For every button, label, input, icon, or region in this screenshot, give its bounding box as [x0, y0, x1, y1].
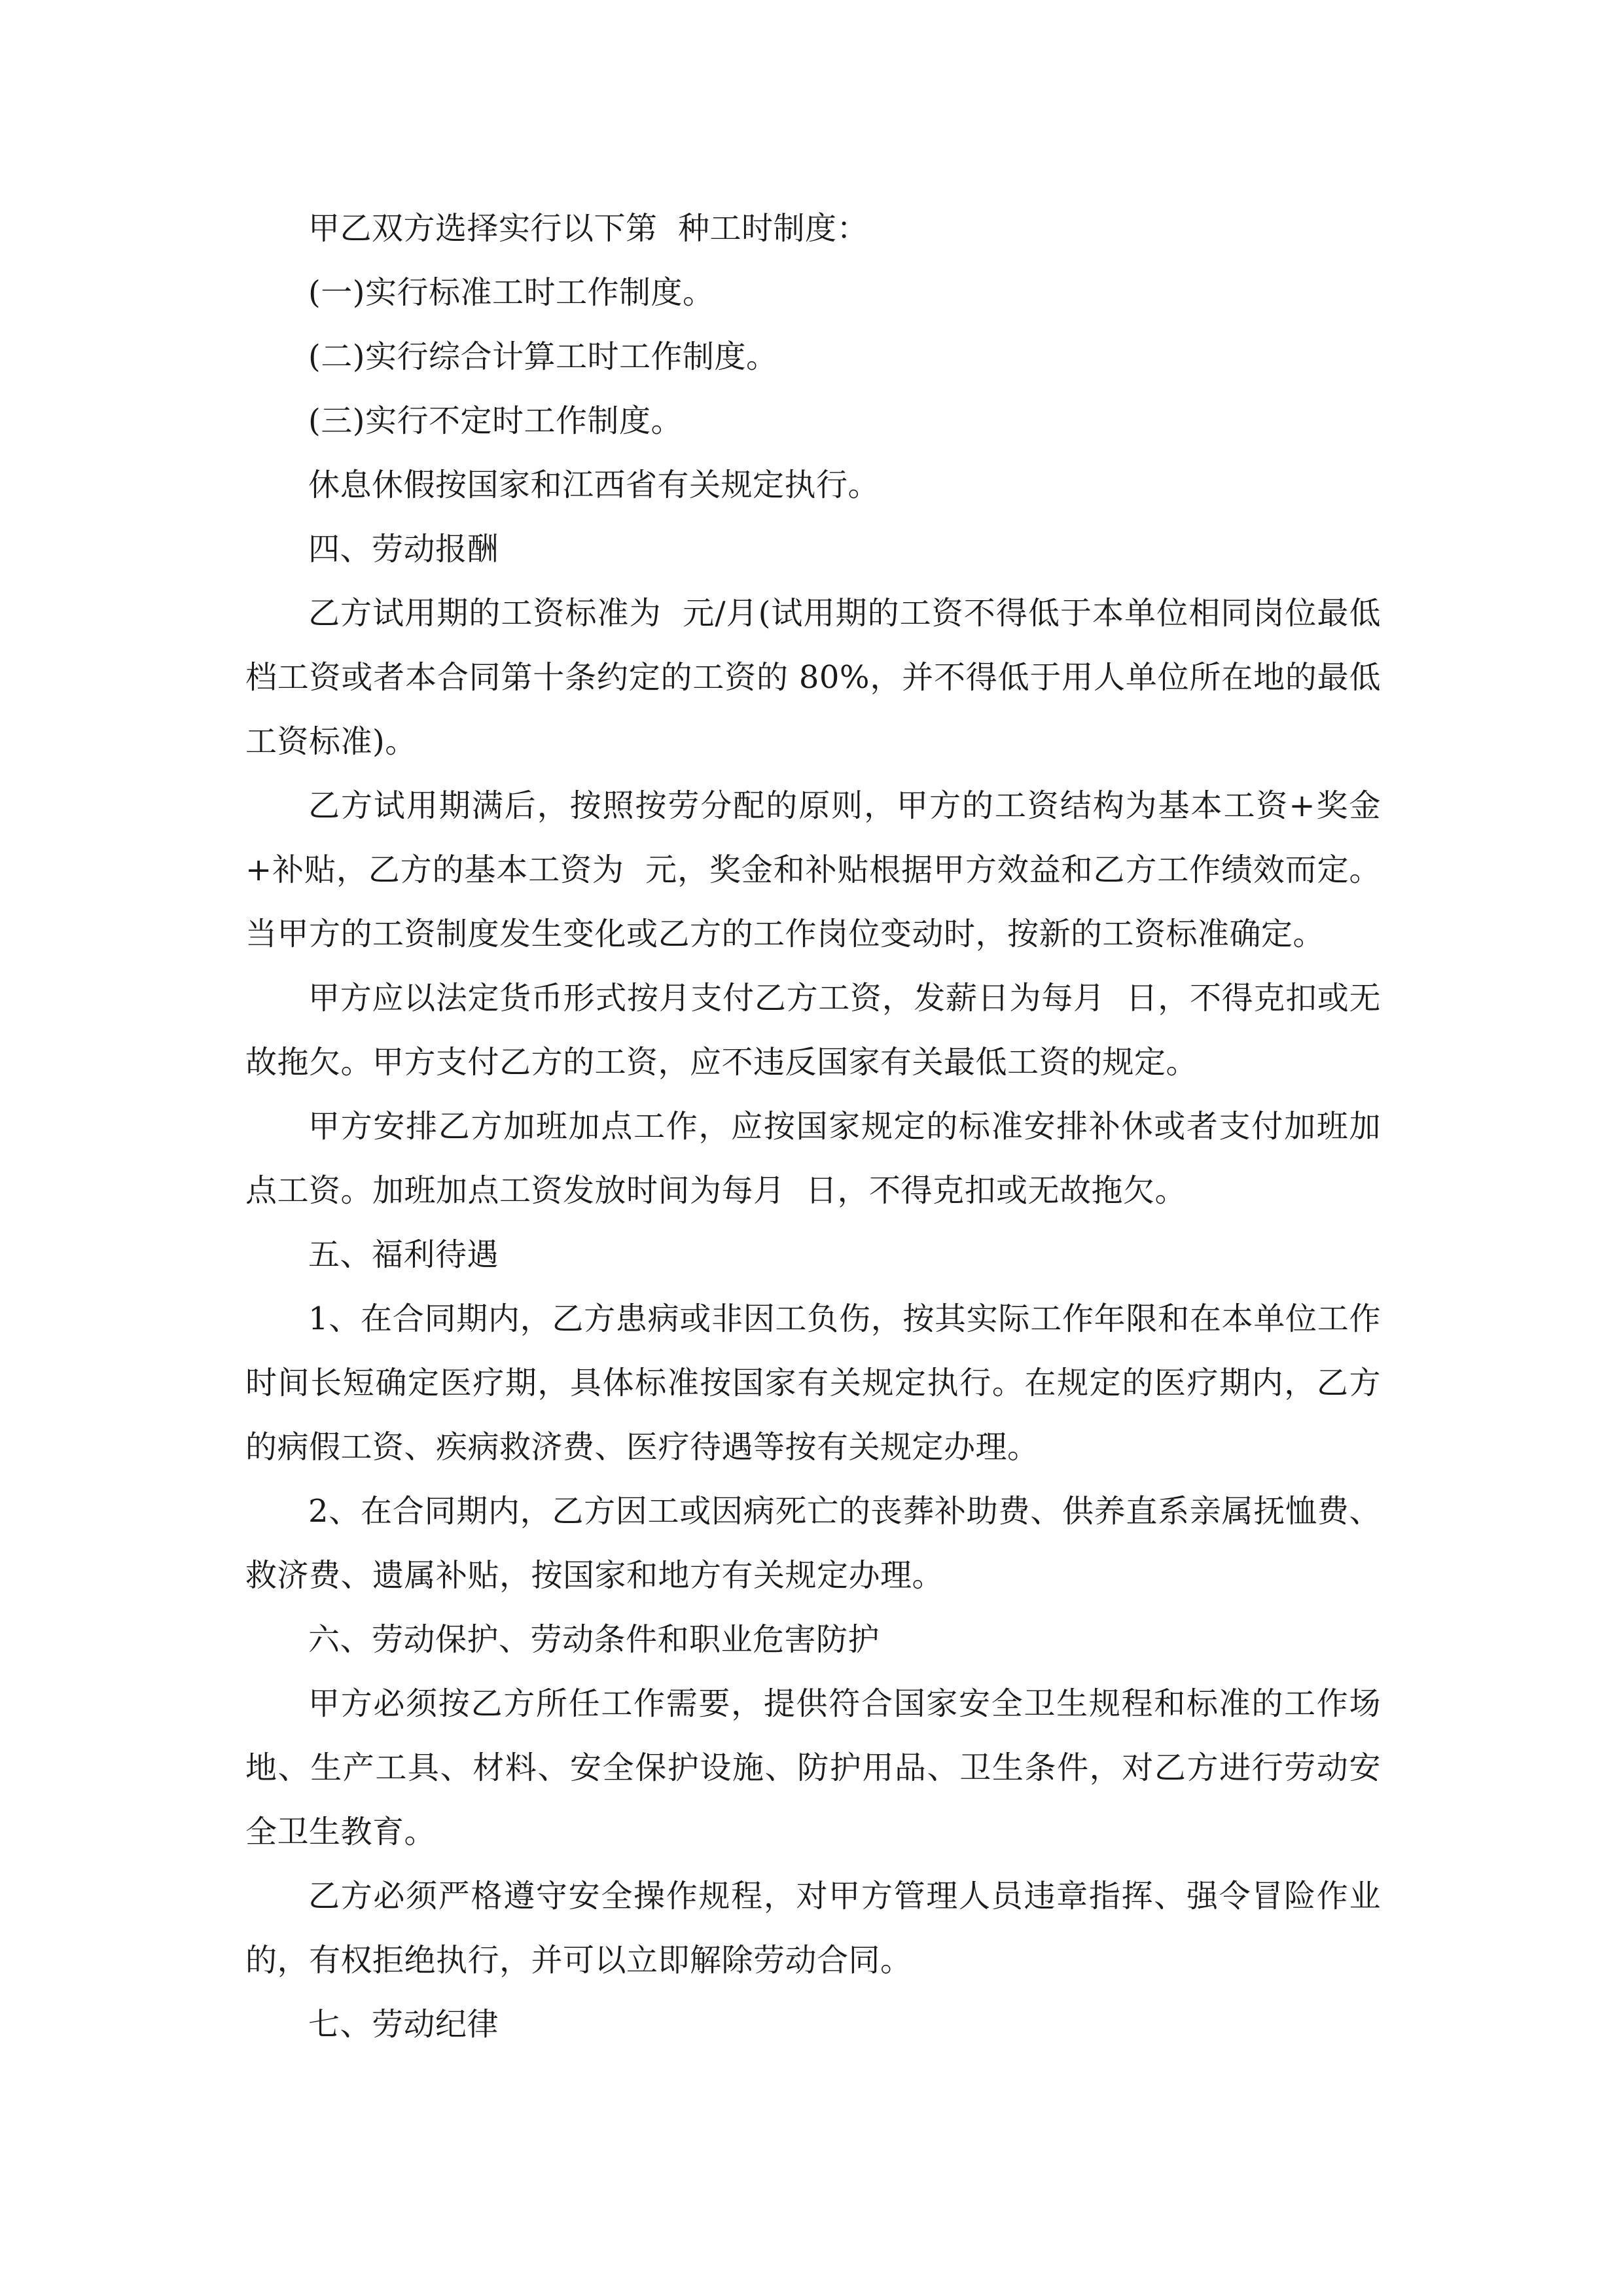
paragraph-rest-leave: 休息休假按国家和江西省有关规定执行。: [308, 467, 880, 503]
document-body: [245, 196, 1381, 2056]
paragraph-option-comprehensive-hours: (二)实行综合计算工时工作制度。: [308, 338, 778, 375]
section-heading-labor-protection: 六、劳动保护、劳动条件和职业危害防护: [308, 1621, 880, 1658]
paragraph-employee-safety-duty: 乙方必须严格遵守安全操作规程，对甲方管理人员违章指挥、强令冒险作业的，有权拒绝执行，并可以立即解除劳动合同。: [245, 1878, 1381, 1979]
paragraph-payday: 甲方应以法定货币形式按月支付乙方工资，发薪日为每月 日，不得克扣或无故拖欠。甲方支付乙方的工资，应不违反国家有关最低工资的规定。: [245, 980, 1381, 1081]
paragraph-probation-wage: 乙方试用期的工资标准为 元/月(试用期的工资不得低于本单位相同岗位最低档工资或者本合同第十条约定的工资的 80%，并不得低于用人单位所在地的最低工资标准)。: [245, 595, 1381, 760]
paragraph-medical-period: 1、在合同期内，乙方患病或非因工负伤，按其实际工作年限和在本单位工作时间长短确定医疗期，具体标准按国家有关规定执行。在规定的医疗期内，乙方的病假工资、疾病救济费、医疗待遇等按有关规定办理。: [245, 1300, 1381, 1465]
paragraph-work-hours-choice: 甲乙双方选择实行以下第 种工时制度：: [308, 210, 869, 247]
section-heading-remuneration: 四、劳动报酬: [308, 531, 499, 567]
section-heading-labor-discipline: 七、劳动纪律: [308, 2006, 499, 2043]
paragraph-option-standard-hours: (一)实行标准工时工作制度。: [308, 274, 715, 311]
paragraph-overtime: 甲方安排乙方加班加点工作，应按国家规定的标准安排补休或者支付加班加点工资。加班加点工资发放时间为每月 日，不得克扣或无故拖欠。: [245, 1108, 1381, 1209]
paragraph-employer-safety-duty: 甲方必须按乙方所任工作需要，提供符合国家安全卫生规程和标准的工作场地、生产工具、材料、安全保护设施、防护用品、卫生条件，对乙方进行劳动安全卫生教育。: [245, 1685, 1381, 1850]
paragraph-death-benefits: 2、在合同期内，乙方因工或因病死亡的丧葬补助费、供养直系亲属抚恤费、救济费、遗属补贴，按国家和地方有关规定办理。: [245, 1493, 1381, 1594]
section-heading-welfare: 五、福利待遇: [308, 1236, 499, 1273]
paragraph-option-flexible-hours: (三)实行不定时工作制度。: [308, 403, 683, 439]
paragraph-wage-structure: 乙方试用期满后，按照按劳分配的原则，甲方的工资结构为基本工资+奖金+补贴，乙方的基本工资为 元，奖金和补贴根据甲方效益和乙方工作绩效而定。当甲方的工资制度发生变化或乙方的工作岗位变动时，按新的工资标准确定。: [245, 787, 1381, 952]
